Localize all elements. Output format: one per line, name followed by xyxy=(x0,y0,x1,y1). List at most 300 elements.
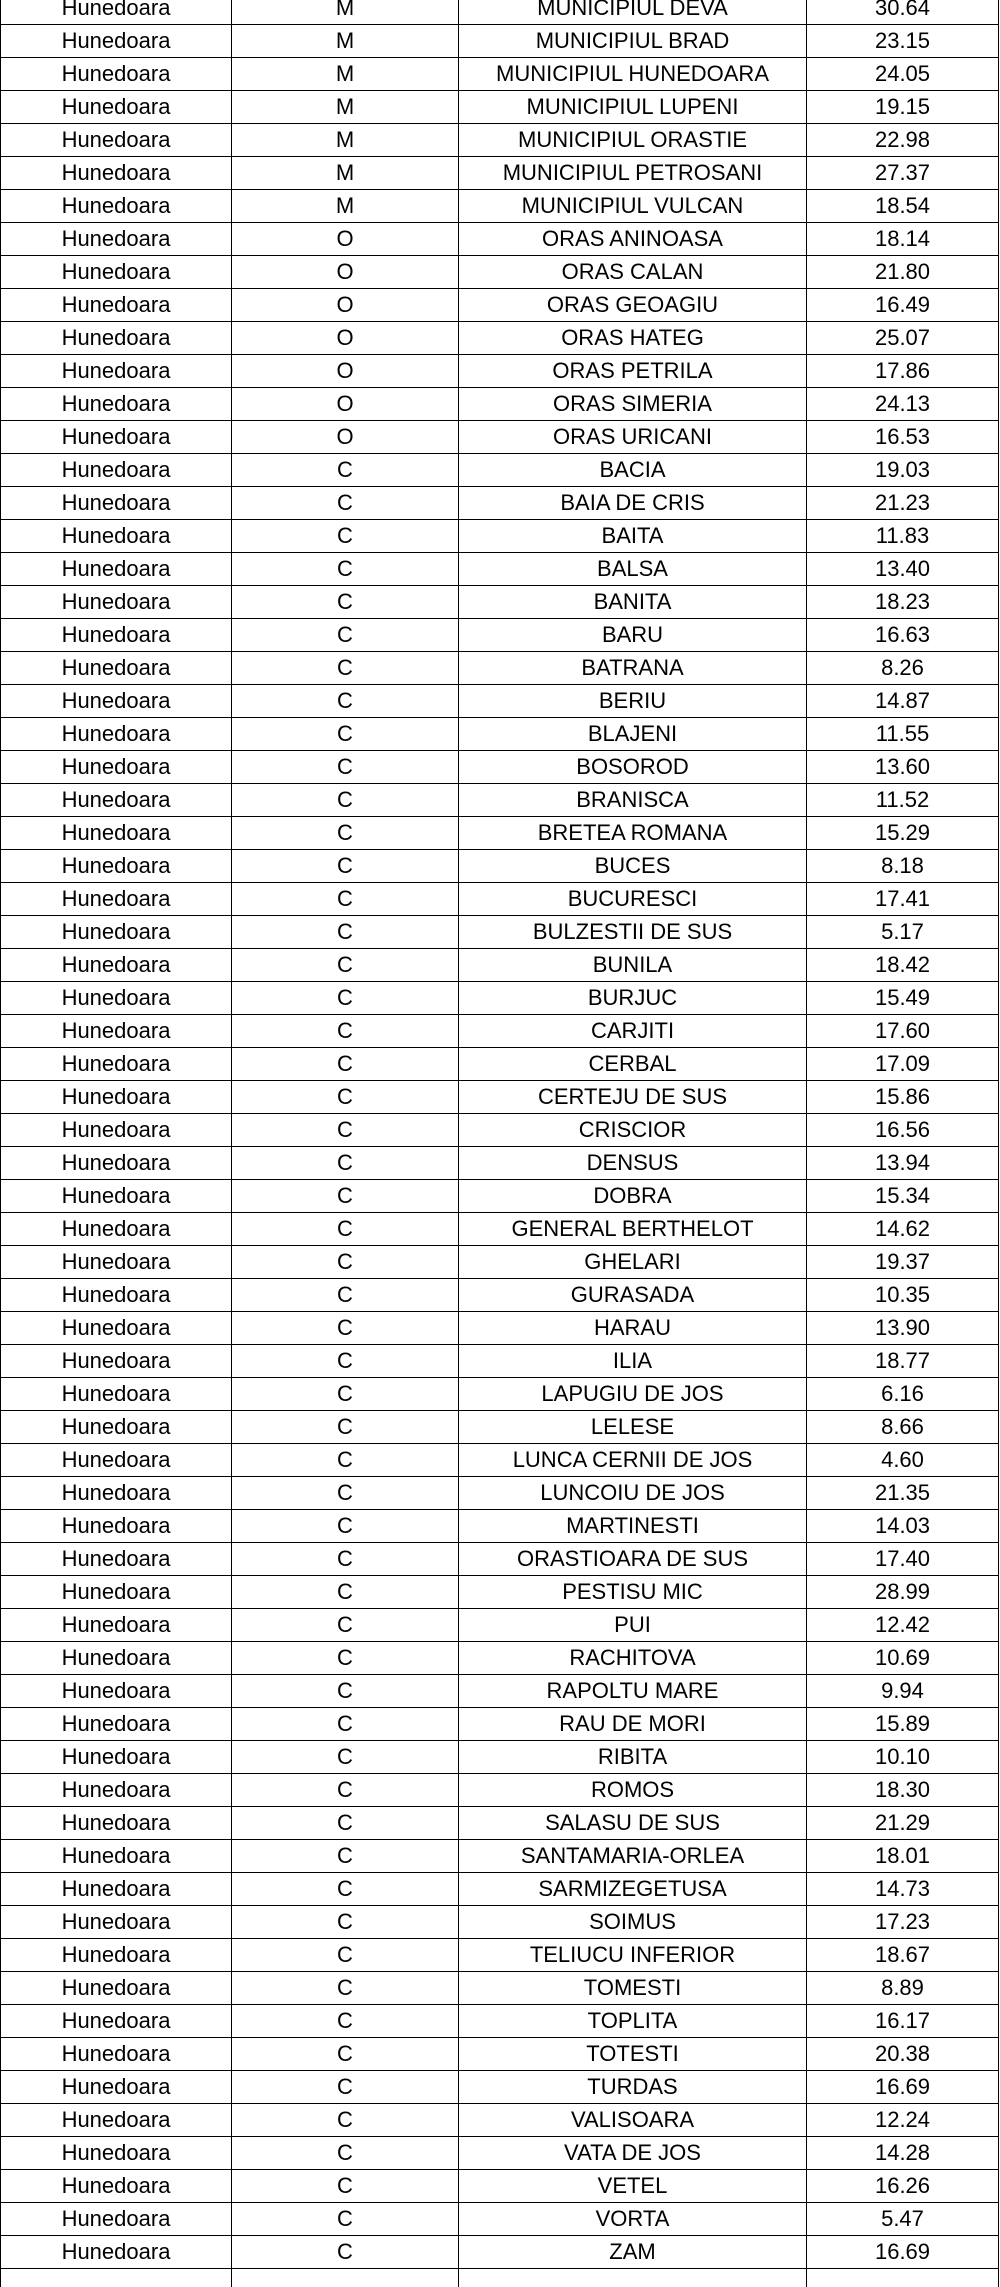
type-cell: O xyxy=(232,421,459,454)
county-cell: Hunedoara xyxy=(1,1345,232,1378)
table-row xyxy=(1,2071,999,2104)
county-cell: Hunedoara xyxy=(1,1279,232,1312)
type-cell: C xyxy=(232,1246,459,1279)
value-cell: 9.94 xyxy=(807,1675,999,1708)
type-cell: C xyxy=(232,2203,459,2236)
table-row xyxy=(1,223,999,256)
locality-cell: ORAS PETRILA xyxy=(459,355,807,388)
locality-cell: CERTEJU DE SUS xyxy=(459,1081,807,1114)
locality-cell: MUNICIPIUL LUPENI xyxy=(459,91,807,124)
county-cell: Hunedoara xyxy=(1,1774,232,1807)
table-row xyxy=(1,685,999,718)
type-cell: C xyxy=(232,487,459,520)
type-cell: M xyxy=(232,190,459,223)
table-row xyxy=(1,520,999,553)
locality-cell: LUNCOIU DE JOS xyxy=(459,1477,807,1510)
locality-cell: MUNICIPIUL DEVA xyxy=(459,0,807,25)
locality-cell: PUI xyxy=(459,1609,807,1642)
county-cell: Hunedoara xyxy=(1,2071,232,2104)
table-row xyxy=(1,586,999,619)
value-cell: 30.64 xyxy=(807,0,999,25)
locality-cell: BUCES xyxy=(459,850,807,883)
type-cell: C xyxy=(232,1807,459,1840)
county-cell: Hunedoara xyxy=(1,1807,232,1840)
table-row xyxy=(1,1576,999,1609)
table-row xyxy=(1,916,999,949)
value-cell: 23.15 xyxy=(807,25,999,58)
value-cell: 8.66 xyxy=(807,1411,999,1444)
table-row xyxy=(1,91,999,124)
type-cell: C xyxy=(232,454,459,487)
table-row xyxy=(1,1378,999,1411)
type-cell: C xyxy=(232,1444,459,1477)
table-row xyxy=(1,1840,999,1873)
table-row xyxy=(1,1972,999,2005)
value-cell: 21.23 xyxy=(807,487,999,520)
type-cell: C xyxy=(232,850,459,883)
value-cell: 17.41 xyxy=(807,883,999,916)
type-cell: C xyxy=(232,784,459,817)
value-cell: 15.49 xyxy=(807,982,999,1015)
county-cell: Hunedoara xyxy=(1,1147,232,1180)
county-cell: Hunedoara xyxy=(1,91,232,124)
type-cell: C xyxy=(232,2104,459,2137)
type-cell: C xyxy=(232,751,459,784)
table-row xyxy=(1,157,999,190)
locality-cell: BAIA DE CRIS xyxy=(459,487,807,520)
county-cell: Hunedoara xyxy=(1,1114,232,1147)
type-cell: C xyxy=(232,685,459,718)
locality-cell: CARJITI xyxy=(459,1015,807,1048)
table-row xyxy=(1,1213,999,1246)
county-cell: Hunedoara xyxy=(1,817,232,850)
value-cell: 14.87 xyxy=(807,685,999,718)
value-cell: 16.49 xyxy=(807,289,999,322)
locality-cell: DENSUS xyxy=(459,1147,807,1180)
locality-cell: ORASTIOARA DE SUS xyxy=(459,1543,807,1576)
type-cell: C xyxy=(232,1312,459,1345)
value-cell: 15.34 xyxy=(807,1180,999,1213)
locality-cell: ORAS CALAN xyxy=(459,256,807,289)
county-cell: Hunedoara xyxy=(1,454,232,487)
value-cell: 8.18 xyxy=(807,850,999,883)
type-cell: C xyxy=(232,883,459,916)
value-cell: 17.86 xyxy=(807,355,999,388)
value-cell: 16.26 xyxy=(807,2170,999,2203)
value-cell: 10.69 xyxy=(807,1642,999,1675)
county-cell: Hunedoara xyxy=(1,586,232,619)
type-cell: C xyxy=(232,2170,459,2203)
table-row xyxy=(1,1675,999,1708)
locality-cell: BLAJENI xyxy=(459,718,807,751)
locality-cell: ORAS HATEG xyxy=(459,322,807,355)
type-cell: C xyxy=(232,1477,459,1510)
type-cell: C xyxy=(232,553,459,586)
locality-cell: VALISOARA xyxy=(459,2104,807,2137)
value-cell: 15.89 xyxy=(807,1708,999,1741)
locality-cell: MUNICIPIUL HUNEDOARA xyxy=(459,58,807,91)
table-row xyxy=(1,2005,999,2038)
type-cell: C xyxy=(232,1774,459,1807)
locality-cell: BALSA xyxy=(459,553,807,586)
type-cell: C xyxy=(232,1015,459,1048)
table-body xyxy=(1,0,999,2287)
table-row xyxy=(1,1510,999,1543)
value-cell: 21.35 xyxy=(807,1477,999,1510)
locality-cell: ORAS ANINOASA xyxy=(459,223,807,256)
type-cell: C xyxy=(232,817,459,850)
value-cell: 16.53 xyxy=(807,421,999,454)
type-cell: C xyxy=(232,1939,459,1972)
value-cell: 28.99 xyxy=(807,1576,999,1609)
table-row xyxy=(1,421,999,454)
value-cell: 24.05 xyxy=(807,58,999,91)
county-cell: Hunedoara xyxy=(1,0,232,25)
table-row xyxy=(1,1741,999,1774)
type-cell: C xyxy=(232,2137,459,2170)
table-row xyxy=(1,1609,999,1642)
county-cell: Hunedoara xyxy=(1,1378,232,1411)
value-cell: 19.15 xyxy=(807,91,999,124)
county-cell: Hunedoara xyxy=(1,322,232,355)
locality-cell: BULZESTII DE SUS xyxy=(459,916,807,949)
table-row xyxy=(1,1807,999,1840)
county-cell: Hunedoara xyxy=(1,751,232,784)
table-row xyxy=(1,1477,999,1510)
locality-cell: LELESE xyxy=(459,1411,807,1444)
locality-cell: BAITA xyxy=(459,520,807,553)
county-cell: Hunedoara xyxy=(1,1543,232,1576)
type-cell: O xyxy=(232,322,459,355)
locality-cell: BANITA xyxy=(459,586,807,619)
type-cell: C xyxy=(232,1609,459,1642)
type-cell: M xyxy=(232,157,459,190)
locality-cell: MUNICIPIUL BRAD xyxy=(459,25,807,58)
table-row xyxy=(1,2038,999,2071)
locality-cell: ILIA xyxy=(459,1345,807,1378)
type-cell: C xyxy=(232,2071,459,2104)
county-cell: Hunedoara xyxy=(1,2038,232,2071)
type-cell: C xyxy=(232,1906,459,1939)
type-cell: C xyxy=(232,1972,459,2005)
table-row xyxy=(1,1543,999,1576)
value-cell: 18.42 xyxy=(807,949,999,982)
locality-cell: HARAU xyxy=(459,1312,807,1345)
type-cell: C xyxy=(232,2038,459,2071)
locality-cell: GURASADA xyxy=(459,1279,807,1312)
locality-cell: BUCURESCI xyxy=(459,883,807,916)
county-cell xyxy=(1,2269,232,2287)
type-cell: C xyxy=(232,1576,459,1609)
county-cell: Hunedoara xyxy=(1,1510,232,1543)
value-cell: 18.54 xyxy=(807,190,999,223)
table-row xyxy=(1,454,999,487)
locality-cell: MARTINESTI xyxy=(459,1510,807,1543)
locality-cell: BRETEA ROMANA xyxy=(459,817,807,850)
locality-cell: RACHITOVA xyxy=(459,1642,807,1675)
value-cell: 17.60 xyxy=(807,1015,999,1048)
county-cell: Hunedoara xyxy=(1,1081,232,1114)
locality-cell: RIBITA xyxy=(459,1741,807,1774)
county-cell: Hunedoara xyxy=(1,1741,232,1774)
table-row xyxy=(1,883,999,916)
county-cell: Hunedoara xyxy=(1,1213,232,1246)
locality-cell: GHELARI xyxy=(459,1246,807,1279)
type-cell: O xyxy=(232,388,459,421)
county-cell: Hunedoara xyxy=(1,421,232,454)
value-cell: 17.23 xyxy=(807,1906,999,1939)
value-cell: 15.29 xyxy=(807,817,999,850)
type-cell: M xyxy=(232,91,459,124)
locality-cell: BRANISCA xyxy=(459,784,807,817)
locality-cell: LAPUGIU DE JOS xyxy=(459,1378,807,1411)
county-cell: Hunedoara xyxy=(1,784,232,817)
county-cell: Hunedoara xyxy=(1,718,232,751)
value-cell: 10.10 xyxy=(807,1741,999,1774)
locality-cell: ZAM xyxy=(459,2236,807,2269)
table-row xyxy=(1,1048,999,1081)
county-cell: Hunedoara xyxy=(1,1411,232,1444)
locality-cell: TURDAS xyxy=(459,2071,807,2104)
type-cell: C xyxy=(232,1081,459,1114)
table-row xyxy=(1,289,999,322)
value-cell: 19.37 xyxy=(807,1246,999,1279)
value-cell: 6.16 xyxy=(807,1378,999,1411)
value-cell: 27.37 xyxy=(807,157,999,190)
table-row xyxy=(1,2170,999,2203)
locality-cell: GENERAL BERTHELOT xyxy=(459,1213,807,1246)
table-row xyxy=(1,256,999,289)
locality-cell: SARMIZEGETUSA xyxy=(459,1873,807,1906)
locality-cell: RAU DE MORI xyxy=(459,1708,807,1741)
county-cell: Hunedoara xyxy=(1,2104,232,2137)
value-cell: 18.67 xyxy=(807,1939,999,1972)
type-cell: C xyxy=(232,1840,459,1873)
county-cell: Hunedoara xyxy=(1,2137,232,2170)
value-cell: 13.40 xyxy=(807,553,999,586)
table-row xyxy=(1,1015,999,1048)
type-cell: C xyxy=(232,1543,459,1576)
county-cell: Hunedoara xyxy=(1,2236,232,2269)
county-cell: Hunedoara xyxy=(1,1939,232,1972)
locality-cell: MUNICIPIUL VULCAN xyxy=(459,190,807,223)
value-cell: 14.28 xyxy=(807,2137,999,2170)
type-cell: C xyxy=(232,1378,459,1411)
type-cell: C xyxy=(232,982,459,1015)
value-cell: 5.17 xyxy=(807,916,999,949)
table-row xyxy=(1,2269,999,2287)
value-cell: 4.60 xyxy=(807,1444,999,1477)
value-cell: 17.09 xyxy=(807,1048,999,1081)
locality-cell: MUNICIPIUL PETROSANI xyxy=(459,157,807,190)
type-cell: C xyxy=(232,916,459,949)
locality-cell: SOIMUS xyxy=(459,1906,807,1939)
type-cell: C xyxy=(232,1708,459,1741)
locality-cell: VATA DE JOS xyxy=(459,2137,807,2170)
value-cell: 16.56 xyxy=(807,1114,999,1147)
value-cell: 8.26 xyxy=(807,652,999,685)
type-cell: C xyxy=(232,1147,459,1180)
value-cell: 21.80 xyxy=(807,256,999,289)
value-cell: 20.38 xyxy=(807,2038,999,2071)
county-cell: Hunedoara xyxy=(1,1906,232,1939)
value-cell: 25.07 xyxy=(807,322,999,355)
locality-cell: BURJUC xyxy=(459,982,807,1015)
table-row xyxy=(1,58,999,91)
table-row xyxy=(1,0,999,25)
locality-cell: TOMESTI xyxy=(459,1972,807,2005)
value-cell: 13.90 xyxy=(807,1312,999,1345)
county-cell: Hunedoara xyxy=(1,190,232,223)
locality-cell: SALASU DE SUS xyxy=(459,1807,807,1840)
county-cell: Hunedoara xyxy=(1,2203,232,2236)
type-cell: C xyxy=(232,1510,459,1543)
table-row xyxy=(1,124,999,157)
county-cell: Hunedoara xyxy=(1,1444,232,1477)
county-cell: Hunedoara xyxy=(1,850,232,883)
table-row xyxy=(1,487,999,520)
county-cell: Hunedoara xyxy=(1,2005,232,2038)
county-cell: Hunedoara xyxy=(1,223,232,256)
table-row xyxy=(1,553,999,586)
locality-cell: ROMOS xyxy=(459,1774,807,1807)
value-cell: 10.35 xyxy=(807,1279,999,1312)
value-cell: 12.24 xyxy=(807,2104,999,2137)
county-cell: Hunedoara xyxy=(1,1576,232,1609)
table-row xyxy=(1,1873,999,1906)
locality-cell: BOSOROD xyxy=(459,751,807,784)
type-cell: C xyxy=(232,2236,459,2269)
type-cell xyxy=(232,2269,459,2287)
type-cell: C xyxy=(232,1114,459,1147)
type-cell: C xyxy=(232,1279,459,1312)
value-cell: 15.86 xyxy=(807,1081,999,1114)
type-cell: C xyxy=(232,1675,459,1708)
county-cell: Hunedoara xyxy=(1,520,232,553)
county-cell: Hunedoara xyxy=(1,1609,232,1642)
value-cell: 17.40 xyxy=(807,1543,999,1576)
table-row xyxy=(1,190,999,223)
county-cell: Hunedoara xyxy=(1,487,232,520)
county-cell: Hunedoara xyxy=(1,256,232,289)
locality-cell: CRISCIOR xyxy=(459,1114,807,1147)
value-cell: 18.30 xyxy=(807,1774,999,1807)
locality-cell: TOTESTI xyxy=(459,2038,807,2071)
type-cell: M xyxy=(232,124,459,157)
value-cell: 11.55 xyxy=(807,718,999,751)
value-cell: 5.47 xyxy=(807,2203,999,2236)
locality-cell: CERBAL xyxy=(459,1048,807,1081)
county-cell: Hunedoara xyxy=(1,949,232,982)
value-cell: 13.94 xyxy=(807,1147,999,1180)
table-row xyxy=(1,619,999,652)
table-row xyxy=(1,25,999,58)
county-cell: Hunedoara xyxy=(1,883,232,916)
table-row xyxy=(1,1345,999,1378)
value-cell: 19.03 xyxy=(807,454,999,487)
type-cell: O xyxy=(232,289,459,322)
county-cell: Hunedoara xyxy=(1,388,232,421)
type-cell: M xyxy=(232,25,459,58)
type-cell: C xyxy=(232,1642,459,1675)
value-cell: 24.13 xyxy=(807,388,999,421)
county-cell: Hunedoara xyxy=(1,1180,232,1213)
type-cell: C xyxy=(232,718,459,751)
locality-cell: RAPOLTU MARE xyxy=(459,1675,807,1708)
county-cell: Hunedoara xyxy=(1,1840,232,1873)
county-cell: Hunedoara xyxy=(1,619,232,652)
type-cell: M xyxy=(232,58,459,91)
value-cell: 11.52 xyxy=(807,784,999,817)
value-cell: 18.14 xyxy=(807,223,999,256)
locality-cell: SANTAMARIA-ORLEA xyxy=(459,1840,807,1873)
type-cell: M xyxy=(232,0,459,25)
table-row xyxy=(1,1312,999,1345)
locality-cell: PESTISU MIC xyxy=(459,1576,807,1609)
type-cell: O xyxy=(232,355,459,388)
county-cell: Hunedoara xyxy=(1,916,232,949)
locality-cell: ORAS URICANI xyxy=(459,421,807,454)
county-cell: Hunedoara xyxy=(1,1015,232,1048)
value-cell: 16.69 xyxy=(807,2236,999,2269)
type-cell: C xyxy=(232,586,459,619)
value-cell: 18.23 xyxy=(807,586,999,619)
county-cell: Hunedoara xyxy=(1,25,232,58)
type-cell: C xyxy=(232,949,459,982)
locality-cell: VORTA xyxy=(459,2203,807,2236)
table-row xyxy=(1,1642,999,1675)
value-cell: 18.77 xyxy=(807,1345,999,1378)
locality-cell: ORAS GEOAGIU xyxy=(459,289,807,322)
type-cell: C xyxy=(232,619,459,652)
value-cell: 16.69 xyxy=(807,2071,999,2104)
county-cell: Hunedoara xyxy=(1,1708,232,1741)
type-cell: C xyxy=(232,1048,459,1081)
type-cell: C xyxy=(232,1411,459,1444)
locality-cell: BACIA xyxy=(459,454,807,487)
table-row xyxy=(1,817,999,850)
table-row xyxy=(1,1708,999,1741)
type-cell: C xyxy=(232,520,459,553)
county-cell: Hunedoara xyxy=(1,685,232,718)
table-row xyxy=(1,1279,999,1312)
value-cell: 22.98 xyxy=(807,124,999,157)
locality-cell: ORAS SIMERIA xyxy=(459,388,807,421)
type-cell: C xyxy=(232,652,459,685)
county-cell: Hunedoara xyxy=(1,1675,232,1708)
table-row xyxy=(1,2236,999,2269)
table-row xyxy=(1,1114,999,1147)
county-cell: Hunedoara xyxy=(1,1246,232,1279)
value-cell: 14.73 xyxy=(807,1873,999,1906)
value-cell: 18.01 xyxy=(807,1840,999,1873)
type-cell: C xyxy=(232,1180,459,1213)
value-cell: 16.63 xyxy=(807,619,999,652)
county-cell: Hunedoara xyxy=(1,652,232,685)
type-cell: C xyxy=(232,2005,459,2038)
locality-cell: TOPLITA xyxy=(459,2005,807,2038)
value-cell: 14.03 xyxy=(807,1510,999,1543)
value-cell: 13.60 xyxy=(807,751,999,784)
value-cell: 21.29 xyxy=(807,1807,999,1840)
locality-cell: BARU xyxy=(459,619,807,652)
locality-cell: VETEL xyxy=(459,2170,807,2203)
county-cell: Hunedoara xyxy=(1,1312,232,1345)
locality-cell: BUNILA xyxy=(459,949,807,982)
county-cell: Hunedoara xyxy=(1,1972,232,2005)
table-row xyxy=(1,1246,999,1279)
value-cell: 11.83 xyxy=(807,520,999,553)
